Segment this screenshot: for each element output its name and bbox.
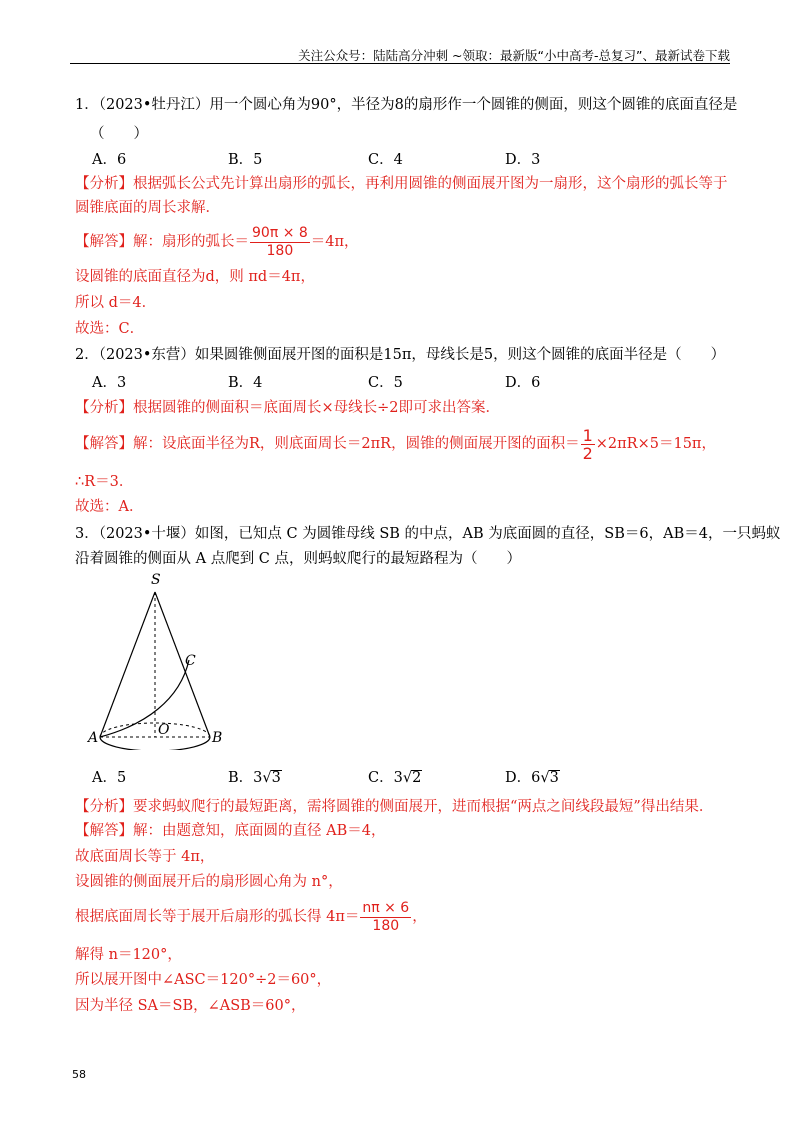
q2-step1: ∴R＝3． — [75, 474, 134, 490]
q2-fraction-denominator: 2 — [582, 443, 593, 463]
q3-step2: 设圆锥的侧面展开后的扇形圆心角为 n°， — [75, 874, 343, 890]
q2-option-a: A．3 — [92, 375, 127, 391]
q2-answer-suffix: ×2πR×5＝15π， — [595, 436, 716, 452]
q3-stem-line1: 3．（2023•十堰）如图，已知点 C 为圆锥母线 SB 的中点，AB 为底面圆的直径，SB＝6，AB＝4，一只蚂蚁 — [75, 526, 781, 542]
q3-option-a-value: 5 — [116, 770, 127, 786]
q2-option-c: C．5 — [368, 375, 403, 391]
label-b: B — [212, 730, 223, 746]
q1-fraction-denominator: 180 — [266, 242, 294, 259]
q1-analysis-line1: 【分析】根据弧长公式先计算出扇形的弧长，再利用圆锥的侧面展开图为一扇形，这个扇形的弧长等于 — [75, 176, 728, 192]
q3-step3-prefix: 根据底面周长等于展开后扇形的弧长得 4π＝ — [75, 909, 360, 925]
cone-generatrix-sa — [100, 592, 155, 737]
q2-stem: 2．（2023•东营）如果圆锥侧面展开图的面积是15π，母线长是5，则这个圆锥的底面半径是（ ） — [75, 347, 726, 363]
header-divider — [70, 63, 730, 64]
q3-option-c-radicand: 2 — [412, 770, 422, 786]
q3-step4: 解得 n＝120°， — [75, 947, 182, 963]
q3-option-b-radicand: 3 — [271, 770, 281, 786]
q3-stem-line2: 沿着圆锥的侧面从 A 点爬到 C 点，则蚂蚁爬行的最短路程为（ ） — [75, 551, 521, 567]
q1-answer-suffix: ＝4π， — [310, 234, 359, 250]
q3-option-d-prefix: D． — [505, 770, 532, 786]
q2-analysis: 【分析】根据圆锥的侧面积＝底面周长×母线长÷2即可求出答案． — [75, 400, 501, 416]
q3-step3-fraction — [360, 900, 411, 935]
q3-option-d: D．6√3 — [505, 770, 559, 786]
label-s: S — [151, 572, 161, 588]
q3-step3 — [75, 898, 427, 936]
q1-answer-prefix: 【解答】解：扇形的弧长＝ — [75, 234, 249, 250]
label-a: A — [88, 730, 99, 746]
label-o: O — [158, 722, 170, 738]
q3-answer: 【解答】解：由题意知，底面圆的直径 AB＝4， — [75, 823, 386, 839]
ant-path-curve — [100, 660, 189, 737]
q3-option-a-prefix: A． — [92, 770, 117, 786]
q1-option-a: A．6 — [92, 152, 127, 168]
q3-step1: 故底面周长等于 4π， — [75, 849, 215, 865]
q3-option-a — [92, 766, 126, 787]
base-ellipse-front — [100, 737, 210, 750]
q3-fraction-numerator: nπ × 6 — [362, 899, 410, 916]
q2-answer-prefix: 【解答】解：设底面半径为R，则底面周长＝2πR，圆锥的侧面展开图的面积＝ — [75, 436, 580, 452]
q1-option-d: D．3 — [505, 152, 541, 168]
cone-figure — [85, 570, 235, 750]
q3-step6: 因为半径 SA＝SB，∠ASB＝60°， — [75, 998, 306, 1014]
q3-step3-suffix: ， — [412, 909, 427, 925]
q3-option-b: B．3√3 — [228, 770, 281, 786]
q1-answer — [75, 224, 359, 260]
page-number: 58 — [72, 1068, 86, 1081]
q1-analysis-line2: 圆锥底面的周长求解． — [75, 200, 220, 216]
q3-option-c-prefix: C． — [368, 770, 394, 786]
q2-option-d: D．6 — [505, 375, 541, 391]
q2-answer-fraction — [581, 427, 595, 462]
q1-stem-line1: 1．（2023•牡丹江）用一个圆心角为90°，半径为8的扇形作一个圆锥的侧面，则这个圆锥的底面直径是 — [75, 97, 738, 113]
page-header: 关注公众号：陆陆高分冲刺 ~领取：最新版“小中高考-总复习”、最新试卷下载 — [298, 48, 730, 63]
q3-option-c-coef: 3 — [393, 770, 403, 786]
q3-option-b-prefix: B． — [228, 770, 254, 786]
q2-choice: 故选：A． — [75, 499, 144, 515]
q1-fraction-numerator: 90π × 8 — [252, 224, 308, 241]
q3-option-d-radicand: 3 — [549, 770, 559, 786]
q1-step2: 所以 d＝4． — [75, 295, 157, 311]
q2-fraction-numerator: 1 — [582, 425, 593, 445]
q1-choice: 故选：C． — [75, 321, 145, 337]
q3-analysis: 【分析】要求蚂蚁爬行的最短距离，需将圆锥的侧面展开，进而根据“两点之间线段最短”得出结果． — [75, 799, 714, 815]
q3-fraction-denominator: 180 — [372, 917, 400, 934]
q1-option-b: B．5 — [228, 152, 263, 168]
label-c: C — [185, 653, 196, 669]
q3-step5: 所以展开图中∠ASC＝120°÷2＝60°， — [75, 972, 332, 988]
q1-stem-line2: （ ） — [90, 126, 148, 142]
q3-option-c: C．3√2 — [368, 770, 422, 786]
q1-option-c: C．4 — [368, 152, 403, 168]
q2-option-b: B．4 — [228, 375, 263, 391]
q2-answer — [75, 424, 716, 464]
q1-answer-fraction — [250, 225, 310, 260]
q1-step1: 设圆锥的底面直径为d，则 πd＝4π， — [75, 269, 315, 285]
cone-generatrix-sb — [155, 592, 210, 737]
q3-option-b-coef: 3 — [253, 770, 263, 786]
q3-option-d-coef: 6 — [531, 770, 541, 786]
